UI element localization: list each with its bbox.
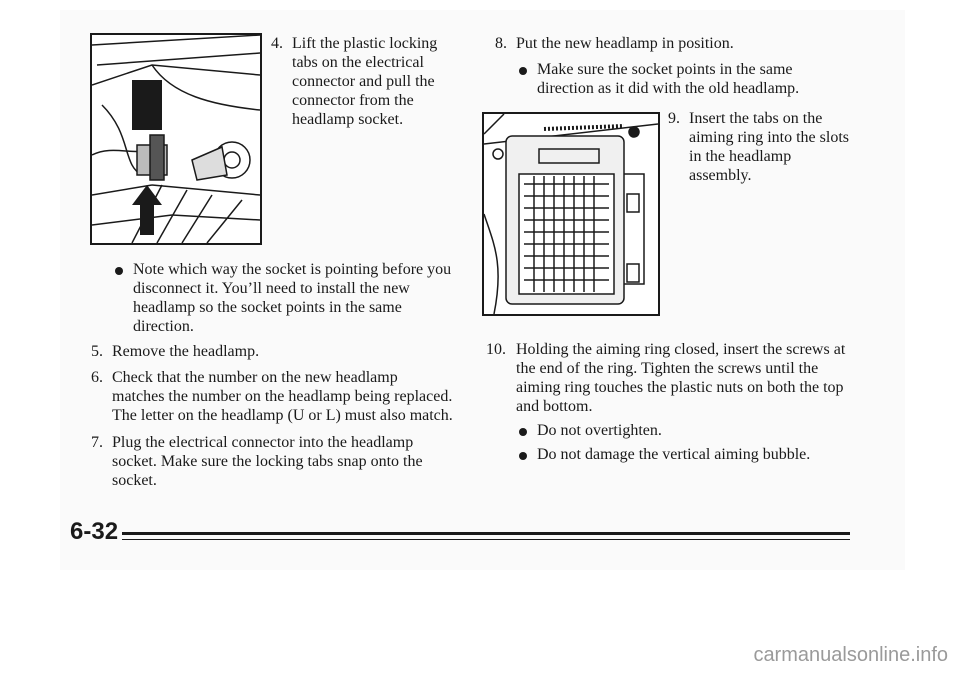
bullet-dot — [519, 67, 527, 75]
step-10-number: 10. — [486, 341, 506, 358]
step-8-text: Put the new headlamp in position. — [516, 35, 734, 52]
step-8-bullet-text: Make sure the socket points in the same — [537, 61, 793, 78]
step-6-number: 6. — [91, 369, 103, 386]
step-4-text: headlamp socket. — [292, 111, 404, 128]
page-number: 6-32 — [70, 518, 119, 545]
step-7-number: 7. — [91, 434, 103, 451]
bullet-dot — [519, 452, 527, 460]
note-text: disconnect it. You’ll need to install the new — [133, 280, 410, 297]
step-7-text: socket. Make sure the locking tabs snap onto the — [112, 453, 423, 470]
note-text: headlamp so the socket points in the same — [133, 299, 402, 316]
step-6-text: Check that the number on the new headlamp — [112, 369, 398, 386]
step-10-text: and bottom. — [516, 398, 593, 415]
step-4-text: connector and pull the — [292, 73, 435, 90]
footer-rule-thin — [122, 539, 850, 540]
aiming-ring-illustration — [482, 112, 660, 316]
step-9-text: assembly. — [689, 167, 752, 184]
step-8-bullet-text: direction as it did with the old headlamp. — [537, 80, 800, 97]
step-7-text: Plug the electrical connector into the headlamp — [112, 434, 414, 451]
step-4-number: 4. — [271, 35, 283, 52]
step-9-text: Insert the tabs on the — [689, 110, 823, 127]
bullet-dot — [519, 428, 527, 436]
step-4-text: connector from the — [292, 92, 414, 109]
step-6-text: matches the number on the headlamp being replaced. — [112, 388, 453, 405]
caution-bullet-text: Do not damage the vertical aiming bubble. — [537, 446, 811, 463]
note-text: Note which way the socket is pointing before you — [133, 261, 452, 278]
bullet-dot — [115, 267, 123, 275]
step-10-text: the end of the ring. Tighten the screws until the — [516, 360, 819, 377]
step-9-text: in the headlamp — [689, 148, 792, 165]
connector-illustration — [90, 33, 262, 245]
step-4-text: Lift the plastic locking — [292, 35, 438, 52]
step-9-number: 9. — [668, 110, 680, 127]
step-10-text: aiming ring touches the plastic nuts on both the top — [516, 379, 844, 396]
step-8-number: 8. — [495, 35, 507, 52]
step-5-text: Remove the headlamp. — [112, 343, 260, 360]
caution-bullet-text: Do not overtighten. — [537, 422, 662, 439]
step-5-number: 5. — [91, 343, 103, 360]
step-7-text: socket. — [112, 472, 157, 489]
step-6-text: The letter on the headlamp (U or L) must also match. — [112, 407, 453, 424]
watermark: carmanualsonline.info — [753, 644, 948, 666]
step-4-text: tabs on the electrical — [292, 54, 424, 71]
step-9-text: aiming ring into the slots — [689, 129, 849, 146]
footer-rule — [122, 532, 850, 535]
note-text: direction. — [133, 318, 194, 335]
step-10-text: Holding the aiming ring closed, insert the screws at — [516, 341, 846, 358]
